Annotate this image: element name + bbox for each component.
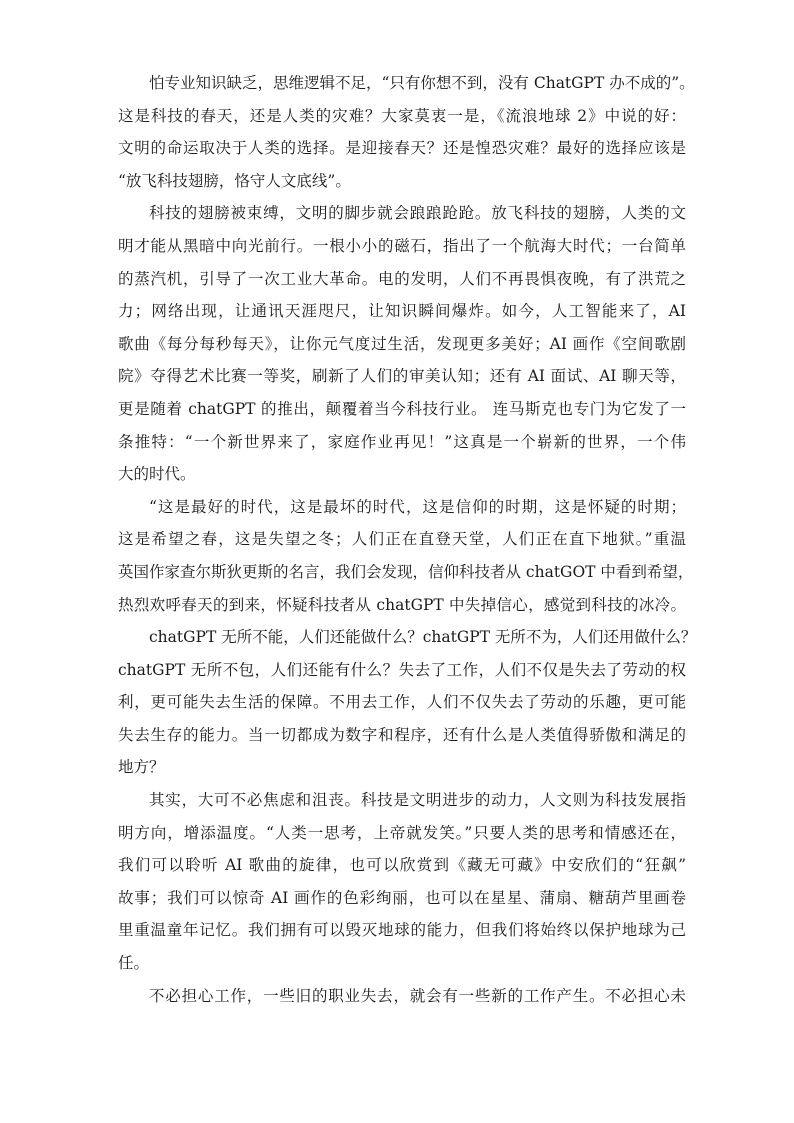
text-line: 歌曲《每分每秒每天》，让你元气度过生活，发现更多美好；AI 画作《空间歌剧 bbox=[118, 334, 686, 353]
text-line: 不必担心工作，一些旧的职业失去，就会有一些新的工作产生。不必担心未 bbox=[149, 986, 686, 1005]
essay-body bbox=[118, 67, 697, 1012]
text-line: “放飞科技翅膀，恪守人文底线”。 bbox=[118, 171, 351, 190]
text-line: 更是随着 chatGPT 的推出，颠覆着当今科技行业。 连马斯克也专门为它发了一 bbox=[118, 399, 686, 418]
text-line: 利，更可能失去生活的保障。不用去工作，人们不仅失去了劳动的乐趣，更可能 bbox=[118, 693, 686, 712]
text-line: 文明的命运取决于人类的选择。是迎接春天？还是惶恐灾难？最好的选择应该是 bbox=[118, 139, 686, 158]
text-line: 这是希望之春，这是失望之冬；人们正在直登天堂，人们正在直下地狱。”重温 bbox=[118, 530, 686, 549]
text-line: 院》夺得艺术比赛一等奖，刷新了人们的审美认知；还有 AI 面试、AI 聊天等， bbox=[118, 367, 686, 386]
text-line: 明才能从黑暗中向光前行。一根小小的磁石，指出了一个航海大时代；一台简单 bbox=[118, 236, 686, 255]
text-line: 我们可以聆听 AI 歌曲的旋律，也可以欣赏到《藏无可藏》中安欣们的“狂飙” bbox=[118, 856, 686, 875]
text-line: 力；网络出现，让通讯天涯咫尺，让知识瞬间爆炸。如今，人工智能来了，AI bbox=[118, 302, 686, 321]
text-line: 大的时代。 bbox=[118, 465, 196, 484]
text-line: 里重温童年记忆。我们拥有可以毁灭地球的能力，但我们将始终以保护地球为己 bbox=[118, 921, 686, 940]
text-line: 条推特：“一个新世界来了，家庭作业再见！”这真是一个崭新的世界，一个伟 bbox=[118, 432, 686, 451]
text-line: 故事；我们可以惊奇 AI 画作的色彩绚丽，也可以在星星、蒲扇、糖葫芦里画卷 bbox=[118, 888, 686, 907]
text-line: 明方向，增添温度。“人类一思考，上帝就发笑。”只要人类的思考和情感还在， bbox=[118, 823, 686, 842]
text-line: chatGPT 无所不包，人们还能有什么？失去了工作，人们不仅是失去了劳动的权 bbox=[118, 660, 686, 679]
text-line: 英国作家查尔斯狄更斯的名言，我们会发现，信仰科技者从 chatGOT 中看到希望， bbox=[118, 562, 694, 581]
text-line: 热烈欢呼春天的到来，怀疑科技者从 chatGPT 中失掉信心，感觉到科技的冰冷。 bbox=[118, 595, 686, 614]
text-line: 其实，大可不必焦虑和沮丧。科技是文明进步的动力，人文则为科技发展指 bbox=[149, 791, 686, 810]
text-line: 任。 bbox=[118, 954, 150, 973]
text-line: chatGPT 无所不能，人们还能做什么？chatGPT 无所不为，人们还用做什么？ bbox=[149, 628, 697, 647]
text-line: “这是最好的时代，这是最坏的时代，这是信仰的时期，这是怀疑的时期； bbox=[149, 497, 686, 516]
text-line: 怕专业知识缺乏，思维逻辑不足，“只有你想不到，没有 ChatGPT 办不成的”。 bbox=[149, 74, 695, 92]
text-line: 的蒸汽机，引导了一次工业大革命。电的发明，人们不再畏惧夜晚，有了洪荒之 bbox=[118, 269, 686, 288]
text-line: 科技的翅膀被束缚，文明的脚步就会踉踉跄跄。放飞科技的翅膀，人类的文 bbox=[149, 204, 686, 223]
text-line: 失去生存的能力。当一切都成为数字和程序，还有什么是人类值得骄傲和满足的 bbox=[118, 725, 686, 744]
text-line: 地方？ bbox=[118, 758, 165, 777]
text-line: 这是科技的春天，还是人类的灾难？大家莫衷一是，《流浪地球 2》中说的好： bbox=[118, 106, 686, 125]
